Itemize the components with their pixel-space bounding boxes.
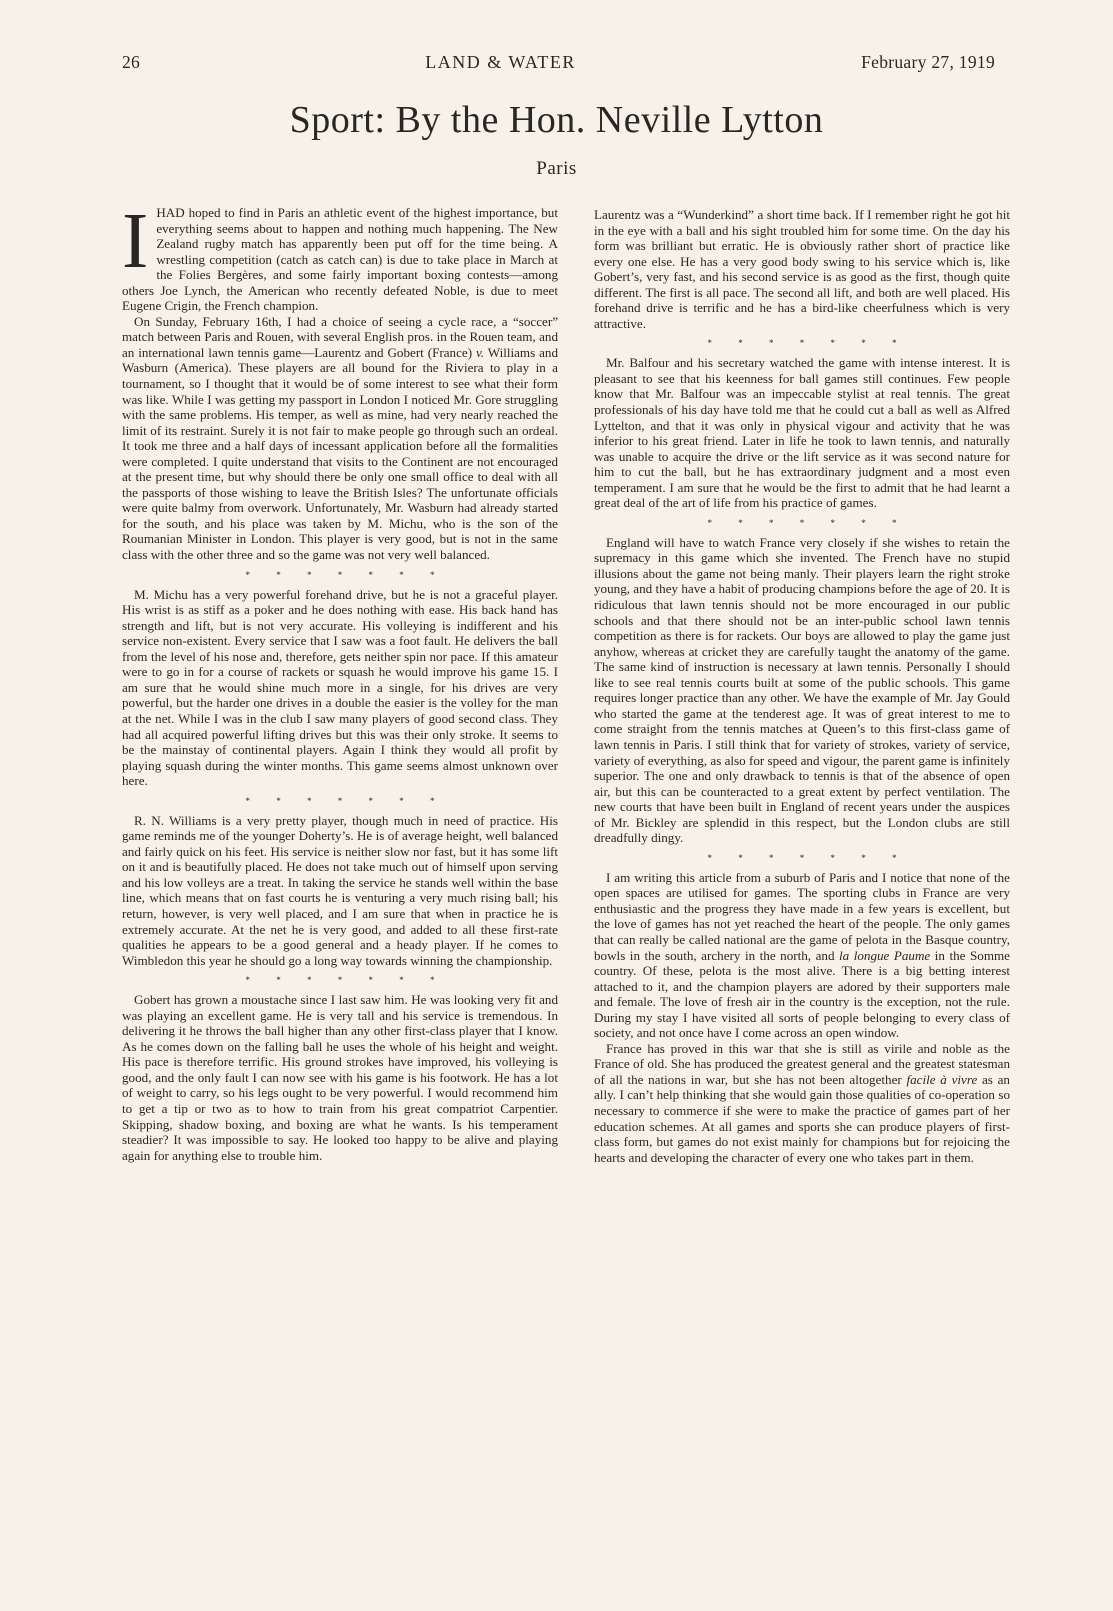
paragraph: England will have to watch France very closely if she wishes to retain the supremacy in this game which she invented. The French have no stupid illusions about the game not being manly. Their players learn the right stroke young, and they have a habit of producing champions before the age of 20. It is ridiculous that lawn tennis should not be more encouraged in our public schools and that there should not be an inter-public school lawn tennis competition as there is for rackets. Our boys are allowed to play the game just anyhow, whereas at cricket they are carefully taught the anatomy of the game. The same kind of instruction is necessary at lawn tennis. Personally I should like to see real tennis courts built at some of the public schools. This game requires longer practice than any other. We have the example of Mr. Jay Gould who started the game at the tenderest age. It was of great interest to me to come straight from the tennis matches at Queen’s to this first-class game of lawn tennis in Paris. I still think that for variety of strokes, variety of service, variety of everything, as also for speed and vigour, the parent game is infinitely superior. The one and only drawback to tennis is that of the absence of open air, but this can be counteracted to a great extent by perfect ventilation. The new courts that have been built in England of recent years under the auspices of Mr. Bickley are splendid in this respect, but the London clubs are still dreadfully dingy. xyxy=(594,534,1010,846)
paragraph: R. N. Williams is a very pretty player, though much in need of practice. His game reminds me of the younger Doherty’s. He is of average height, well balanced and fairly quick on his feet. His service is neither slow nor fast, but it has some lift on it and is beautifully placed. He does not take much out of himself upon serving and his low volleys are a treat. In taking the service he stands well within the base line, which means that on fast courts he is venturing a very much rising ball; his return, however, is very well placed, and I am sure that when in practice he is extremely accurate. At the net he is very good, and added to all these first-rate qualities he appears to be a good general and a heady player. If he comes to Wimbledon this year he should go a long way towards winning the championship. xyxy=(122,812,558,968)
paragraph: Gobert has grown a moustache since I last saw him. He was looking very fit and was playing an excellent game. He is very tall and his service is tremendous. In delivering it he throws the ball higher than any other first-class player that I know. As he comes down on the falling ball he uses the whole of his height and weight. His pace is therefore terrific. His ground strokes have improved, his volleying is good, and the only fault I can now see with his game is his footwork. He has a lot of weight to carry, so his legs ought to be very powerful. I would recommend him to get a tip or two as to how to train from his great compatriot Carpentier. Skipping, shadow boxing, and boxing are what he wants. Is his temperament steadier? It was impossible to say. He looked too happy to be alive and playing again for anything else to trouble him. xyxy=(122,992,558,1163)
article-subtitle: Paris xyxy=(536,158,577,179)
section-divider: * * * * * * * xyxy=(707,852,897,863)
section-divider: * * * * * * * xyxy=(245,569,435,580)
publication-name: LAND & WATER xyxy=(425,52,576,72)
article-title: Sport: By the Hon. Neville Lytton xyxy=(289,99,824,141)
paragraph: Laurentz was a “Wunderkind” a short time back. If I remember right he got hit in the eye with a ball and his sight troubled him for some time. On the day his form was brilliant but erratic. He is obviously rather short of practice like every one else. He has a very good body swing to his service which is, like Gobert’s, very fast, and his second service is as good as the first, though quite different. The first is all pace. The second all lift, and both are well placed. His forehand drive is terrific and he has a bird-like cheerfulness which is very attractive. xyxy=(594,207,1010,331)
left-column xyxy=(122,198,558,1163)
paragraph: Mr. Balfour and his secretary watched the game with intense interest. It is pleasant to see that his keenness for ball games still continues. Few people know that Mr. Balfour was an impeccable stylist at real tennis. The great professionals of his day have told me that he could cut a ball as well as Alfred Lyttelton, and that it was only in physical vigour and activity that he was inferior to his great friend. Later in life he took to lawn tennis, and naturally was unable to acquire the drive or the lift service as it was second nature for him to cut the ball, but he has extraordinary judgment and a most even temperament. I am sure that he would be the first to admit that he had learnt a great deal of the art of life from his practice of games. xyxy=(594,355,1010,511)
paragraph: IHAD hoped to find in Paris an athletic event of the highest importance, but everything seems about to happen and nothing much happening. The New Zealand rugby match has apparently been put off for the time being. A wrestling competition (catch as catch can) is due to take place in March at the Folies Bergères, and some fairly important boxing contests—among others Joe Lynch, the American who recently defeated Noble, is due to meet Eugene Crigin, the French champion. xyxy=(122,198,558,314)
paragraph: I am writing this article from a suburb of Paris and I notice that none of the open spaces are utilised for games. The sporting clubs in France are very enthusiastic and the progress they have made in a few years is excellent, but the love of games has not yet reached the heart of the people. The only games that can really be called national are the game of pelota in the Basque country, bowls in the south, archery in the north, and la longue Paume in the Somme country. Of these, pelota is the most alive. There is a big betting interest attached to it, and the champion players are adored by their supporters male and female. The love of fresh air in the country is the exception, not the rule. During my stay I have visited all sorts of people belonging to every class of society, and not once have I come across an open window. xyxy=(594,869,1010,1041)
section-divider: * * * * * * * xyxy=(707,517,897,528)
page-number: 26 xyxy=(122,52,141,72)
paragraph: M. Michu has a very powerful forehand drive, but he is not a graceful player. His wrist is as stiff as a poker and he does nothing with ease. His back hand has strength and lift, but is not very accurate. His volleying is indifferent and his service non-existent. Every service that I saw was a foot fault. He delivers the ball from the level of his nose and, therefore, gets neither spin nor pace. If this amateur were to go in for a course of rackets or squash he would improve his game 15. I am sure that he would shine much more in a single, for his drives are very powerful, but the harder one drives in a double the easier is the volley for the man at the net. While I was in the club I saw many players of good second class. They had all acquired powerful lifting drives but this was their only stroke. It seems to be the mainstay of continental players. Again I think they would all profit by playing squash during the winter months. This game seems almost unknown over here. xyxy=(122,586,558,789)
drop-cap: I xyxy=(122,198,149,285)
issue-date: February 27, 1919 xyxy=(861,52,995,72)
running-head xyxy=(122,52,995,73)
section-divider: * * * * * * * xyxy=(245,975,435,986)
paragraph: France has proved in this war that she is still as virile and noble as the France of old. She has produced the greatest general and the greatest statesman of all the nations in war, but she has not been altogether facile à vivre as an ally. I can’t help thinking that she would gain those qualities of co-operation so necessary to commerce if she were to make the practice of games part of her education schemes. At all games and sports she can produce players of first-class form, but games do not exist mainly for champions but for rejoicing the hearts and developing the character of every one who takes part in them. xyxy=(594,1040,1010,1165)
right-column xyxy=(594,207,1010,1165)
section-divider: * * * * * * * xyxy=(245,795,435,806)
paragraph: On Sunday, February 16th, I had a choice of seeing a cycle race, a “soccer” match between Paris and Rouen, with several English pros. in the Rouen team, and an international lawn tennis game—Laurentz and Gobert (France) v. Williams and Wasburn (America). These players are all bound for the Riviera to play in a tournament, so I thought that it would be of some interest to see what their form was like. While I was getting my passport in London I noticed Mr. Gore struggling with the same problems. His temper, as well as mine, had very nearly reached the limit of its restraint. Surely it is not fair to make people go through such an ordeal. It took me three and a half days of incessant application before all the formalities were completed. I quite understand that visits to the Continent are not encouraged at the present time, but why should there be only one small office to deal with all the passports of those wishing to leave the British Isles? The unfortunate officials were quite balmy from overwork. Unfortunately, Mr. Wasburn had already started for the south, and his place was taken by M. Michu, who is the son of the Roumanian Minister in London. This player is very good, but is not in the same class with the other three and so the game was not very well balanced. xyxy=(122,313,558,563)
section-divider: * * * * * * * xyxy=(707,338,897,349)
